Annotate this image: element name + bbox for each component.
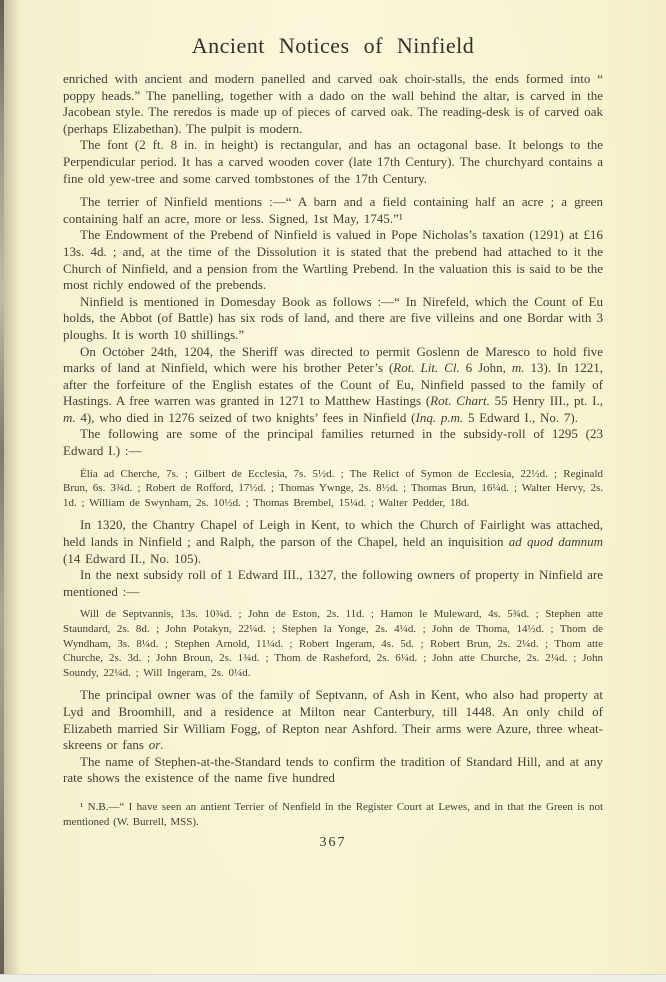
paragraph: The terrier of Ninfield mentions :—“ A barn and a field containing half an acre ; a green containing half an acre, more or less. Signed, 1st May, 1745.”¹: [63, 194, 603, 226]
paragraph: On October 24th, 1204, the Sheriff was directed to permit Goslenn de Maresco to hold five marks of land at Ninfield, which were his brother Peter’s (Rot. Lit. Cl. 6 John, m. 13). In 1221, after the forfeiture of the English estates of the Count of Eu, Ninfield passed to the family of Hastings. A free warren was granted in 1271 to Matthew Hastings (Rot. Chart. 55 Henry III., pt. I., m. 4), who died in 1276 seized of two knights’ fees in Ninfield (Inq. p.m. 5 Edward I., No. 7).: [63, 343, 603, 425]
paragraph: Will de Septvannis, 13s. 10¾d. ; John de Eston, 2s. 11d. ; Hamon le Muleward, 4s. 5¾d. ; Stephen atte Staundard, 2s. 8d. ; John Potakyn, 22¼d. ; Stephen la Yonge, 2s. 4¼d. ; John de Thoma, 14½d. ; Thom de Wyndham, 3s. 8¼d. ; Stephen Arnold, 11¼d. ; Robert Ingeram, 4s. 5d. ; Robert Brun, 2s. 2¼d. ; Thom atte Churche, 2s. 3d. ; John Broun, 2s. 1¾d. ; Thom de Rasheford, 2s. 6¼d. ; John atte Churche, 2s. 2¼d. ; John Soundy, 22¼d. ; Will Ingeram, 2s. 0¼d.: [63, 608, 603, 679]
text-column: [63, 0, 603, 851]
paragraph: enriched with ancient and modern panelled and carved oak choir-stalls, the ends formed into “ poppy heads.” The panelling, together with a dado on the wall behind the altar, is carved in the Jacobean style. The reredos is made up of pieces of carved oak. The reading-desk is of carved oak (perhaps Elizabethan). The pulpit is modern.: [63, 71, 603, 136]
page-title: Ancient Notices of Ninfield: [191, 33, 475, 58]
paragraph: In 1320, the Chantry Chapel of Leigh in Kent, to which the Church of Fairlight was attached, held lands in Ninfield ; and Ralph, the parson of the Chapel, held an inquisition ad quod damnum (14 Edward II., No. 105).: [63, 517, 603, 566]
paragraph: Èlia ad Cherche, 7s. ; Gilbert de Ecclesia, 7s. 5½d. ; The Relict of Symon de Ecclesia, 22½d. ; Reginald Brun, 6s. 3¾d. ; Robert de Rofford, 17½d. ; Thomas Ywnge, 2s. 8½d. ; Thomas Brun, 16¼d. ; Walter Hervy, 2s. 1d. ; William de Swynham, 2s. 10½d. ; Thomas Brembel, 15¼d. ; Walter Pedder, 18d.: [63, 467, 603, 509]
page-number: 367: [319, 834, 347, 850]
paragraph: The following are some of the principal families returned in the subsidy-roll of 1295 (23 Edward I.) :—: [63, 426, 603, 459]
paragraph: Ninfield is mentioned in Domesday Book as follows :—“ In Nirefeld, which the Count of Eu holds, the Abbot (of Battle) has six rods of land, and there are five villeins and one Bordar with 3 ploughs. It is worth 10 shillings.”: [63, 293, 603, 342]
paragraph: In the next subsidy roll of 1 Edward III., 1327, the following owners of property in Ninfield are mentioned :—: [63, 567, 603, 599]
paragraph: The font (2 ft. 8 in. in height) is rectangular, and has an octagonal base. It belongs to the Perpendicular period. It has a carved wooden cover (late 17th Century). The churchyard contains a fine old yew-tree and some carved tombstones of the 17th Century.: [63, 137, 603, 186]
paragraph: The principal owner was of the family of Septvann, of Ash in Kent, who also had property at Lyd and Broomhill, and a residence at Milton near Canterbury, till 1448. An only child of Elizabeth married Sir William Fogg, of Repton near Ashford. Their arms were Azure, three wheat-skreens or fans or.: [63, 687, 603, 753]
page-bottom-edge: [0, 974, 666, 982]
paragraph: The Endowment of the Prebend of Ninfield is valued in Pope Nicholas’s taxation (1291) at £16 13s. 4d. ; and, at the time of the Dissolution it is stated that the prebend had attached to it the Church of Ninfield, and a pension from the Wartling Prebend. In the valuation this is said to be the most richly endowed of the prebends.: [63, 227, 603, 293]
paragraph: The name of Stephen-at-the-Standard tends to confirm the tradition of Standard Hill, and at any rate shows the existence of the name five hundred: [63, 753, 603, 786]
text-body: [63, 71, 603, 830]
footnote: ¹ N.B.—“ I have seen an antient Terrier of Nenfield in the Register Court at Lewes, and in that the Green is not mentioned (W. Burrell, MSS).: [63, 800, 603, 828]
book-gutter-fade: [4, 0, 20, 982]
